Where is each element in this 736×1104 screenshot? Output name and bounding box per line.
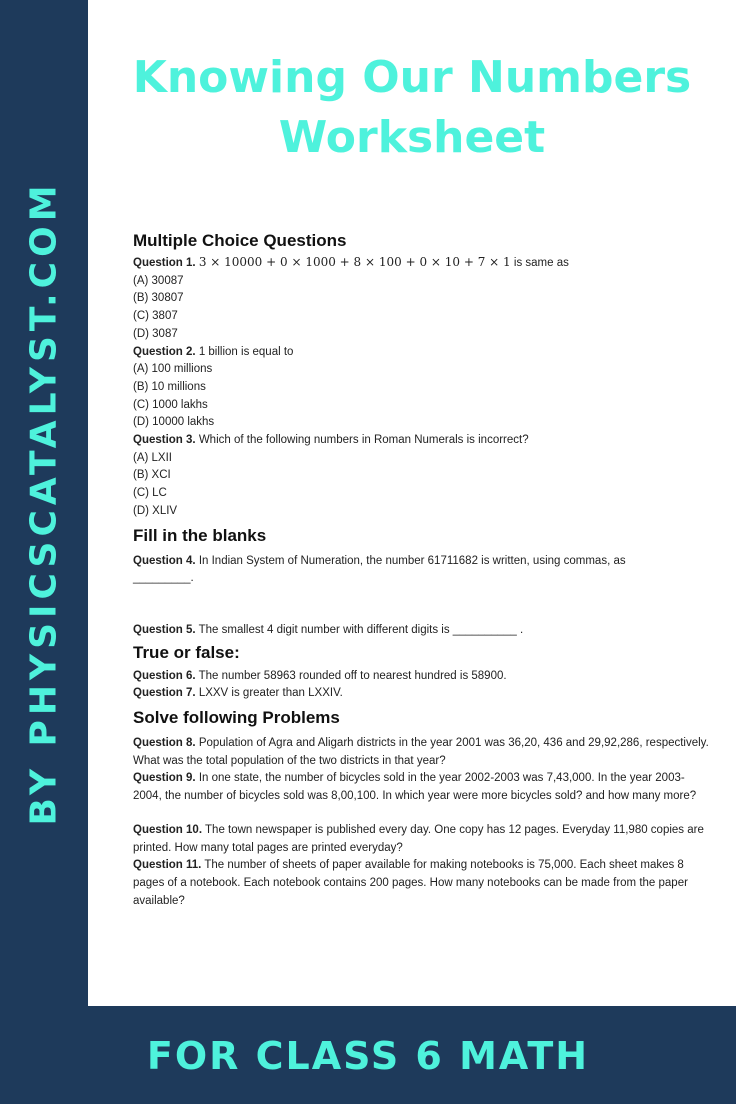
question-7: Question 7. LXXV is greater than LXXIV. [133, 687, 343, 700]
title-line-2: Worksheet [278, 112, 546, 163]
worksheet-content [133, 228, 713, 910]
question-6: Question 6. The number 58963 rounded off to nearest hundred is 58900. [133, 669, 507, 682]
question-5: Question 5. The smallest 4 digit number with different digits is __________ . [133, 623, 524, 636]
question-3: Question 3. Which of the following numbers in Roman Numerals is incorrect? [133, 434, 529, 447]
page-title [88, 48, 736, 168]
section-heading-mcq: Multiple Choice Questions [133, 231, 347, 250]
q1-option-d: (D) 3087 [133, 327, 178, 340]
question-11: Question 11. The number of sheets of paper available for making notebooks is 75,000. Each sheet makes 8 pages of a notebook. Each notebook contains 200 pages. How many notebooks can be made from the paper available? [133, 859, 688, 907]
q2-option-b: (B) 10 millions [133, 380, 206, 393]
question-4: Question 4. In Indian System of Numeration, the number 61711682 is written, using commas, as [133, 554, 626, 567]
q3-option-b: (B) XCI [133, 469, 171, 482]
question-10: Question 10. The town newspaper is published every day. One copy has 12 pages. Everyday 11,980 copies are printed. How many total pages are printed everyday? [133, 823, 704, 854]
section-heading-solve: Solve following Problems [133, 708, 340, 728]
question-4-blank: _________. [133, 572, 194, 585]
question-1: Question 1. 3 × 10000 + 0 × 1000 + 8 × 100 + 0 × 10 + 7 × 1 is same as [133, 255, 569, 269]
q2-option-d: (D) 10000 lakhs [133, 416, 215, 429]
section-heading-fill: Fill in the blanks [133, 525, 267, 545]
q3-option-c: (C) LC [133, 487, 167, 500]
q3-option-a: (A) LXII [133, 451, 172, 464]
q1-option-a: (A) 30087 [133, 274, 184, 287]
title-line-1: Knowing Our Numbers [132, 52, 692, 103]
question-1-expression: 3 × 10000 + 0 × 1000 + 8 × 100 + 0 × 10 + 7 × 1 [198, 255, 511, 269]
q1-option-c: (C) 3807 [133, 310, 178, 323]
question-2: Question 2. 1 billion is equal to [133, 345, 294, 358]
question-8: Question 8. Population of Agra and Aligarh districts in the year 2001 was 36,20, 436 and 29,92,286, respectively. What was the total population of the two districts in that year? [133, 737, 709, 767]
q3-option-d: (D) XLIV [133, 504, 178, 517]
section-heading-true-false: True or false: [133, 642, 240, 662]
vertical-brand-text: BY PHYSICSCATALYST.COM [23, 180, 65, 826]
q1-option-b: (B) 30807 [133, 292, 184, 305]
footer-text: FOR CLASS 6 MATH [146, 1034, 590, 1078]
q2-option-c: (C) 1000 lakhs [133, 398, 208, 411]
q2-option-a: (A) 100 millions [133, 363, 213, 376]
question-9: Question 9. In one state, the number of bicycles sold in the year 2002-2003 was 7,43,000. In the year 2003-2004, the number of bicycles sold was 8,00,100. In which year were more bicycles sold? and how many more? [133, 772, 697, 803]
